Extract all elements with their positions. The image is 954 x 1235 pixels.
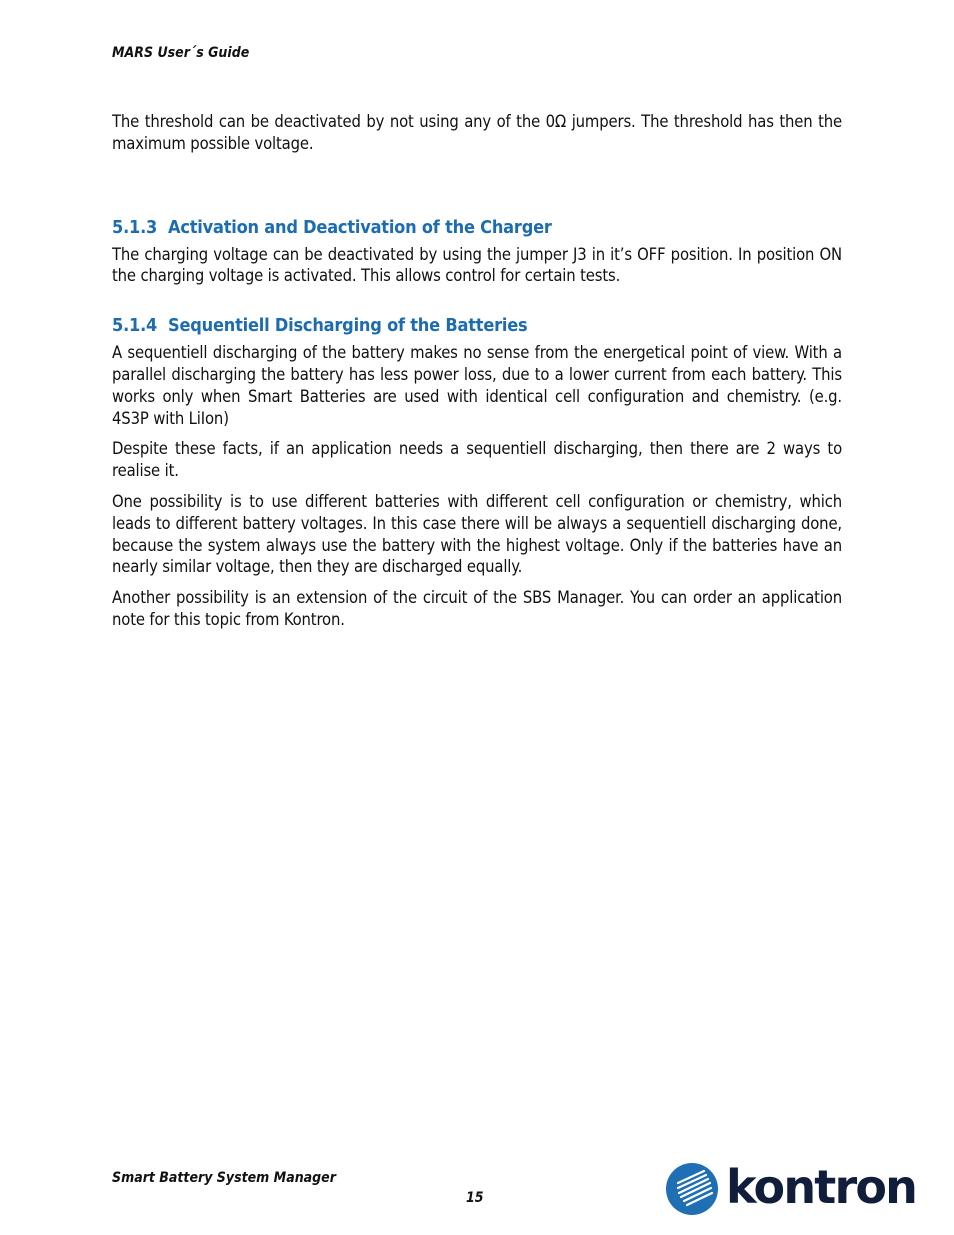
kontron-logo [664,1161,929,1219]
running-header: MARS User´s Guide [112,45,250,61]
section-title: Sequentiell Discharging of the Batteries [168,315,528,337]
section-5-1-4-paragraph-1: A sequentiell discharging of the battery makes no sense from the energetical point of view. With a parallel discharging the battery has less power loss, due to a lower current from each battery. This works only when Smart Batteries are used with identical cell configuration and chemistry. (e.g. 4S3P with LiIon) [112,343,842,428]
kontron-logo-text: kontron [726,1160,917,1214]
intro-paragraph: The threshold can be deactivated by not using any of the 0Ω jumpers. The threshold has then the maximum possible voltage. [112,112,842,153]
kontron-logo-icon [664,1161,720,1217]
page-number: 15 [466,1190,484,1206]
section-number: 5.1.4 [112,315,158,337]
section-5-1-4-paragraph-2: Despite these facts, if an application needs a sequentiell discharging, then there are 2 ways to realise it. [112,439,842,481]
section-5-1-4-paragraph-3: One possibility is to use different batteries with different cell configuration or chemistry, which leads to different battery voltages. In this case there will be always a sequentiell discharging done, because the system always use the battery with the highest voltage. Only if the batteries have an nearly similar voltage, then they are discharged equally. [112,491,842,577]
footer-doc-title: Smart Battery System Manager [112,1170,336,1186]
section-5-1-4-paragraph-4: Another possibility is an extension of the circuit of the SBS Manager. You can order an application note for this topic from Kontron. [112,588,842,629]
section-number: 5.1.3 [112,216,158,238]
section-title: Activation and Deactivation of the Charger [168,216,552,238]
section-heading-5-1-4 [112,314,842,338]
page-content [112,111,842,631]
section-heading-5-1-3 [112,216,842,240]
section-5-1-3-paragraph: The charging voltage can be deactivated by using the jumper J3 in it’s OFF position. In position ON the charging voltage is activated. This allows control for certain tests. [112,244,842,286]
